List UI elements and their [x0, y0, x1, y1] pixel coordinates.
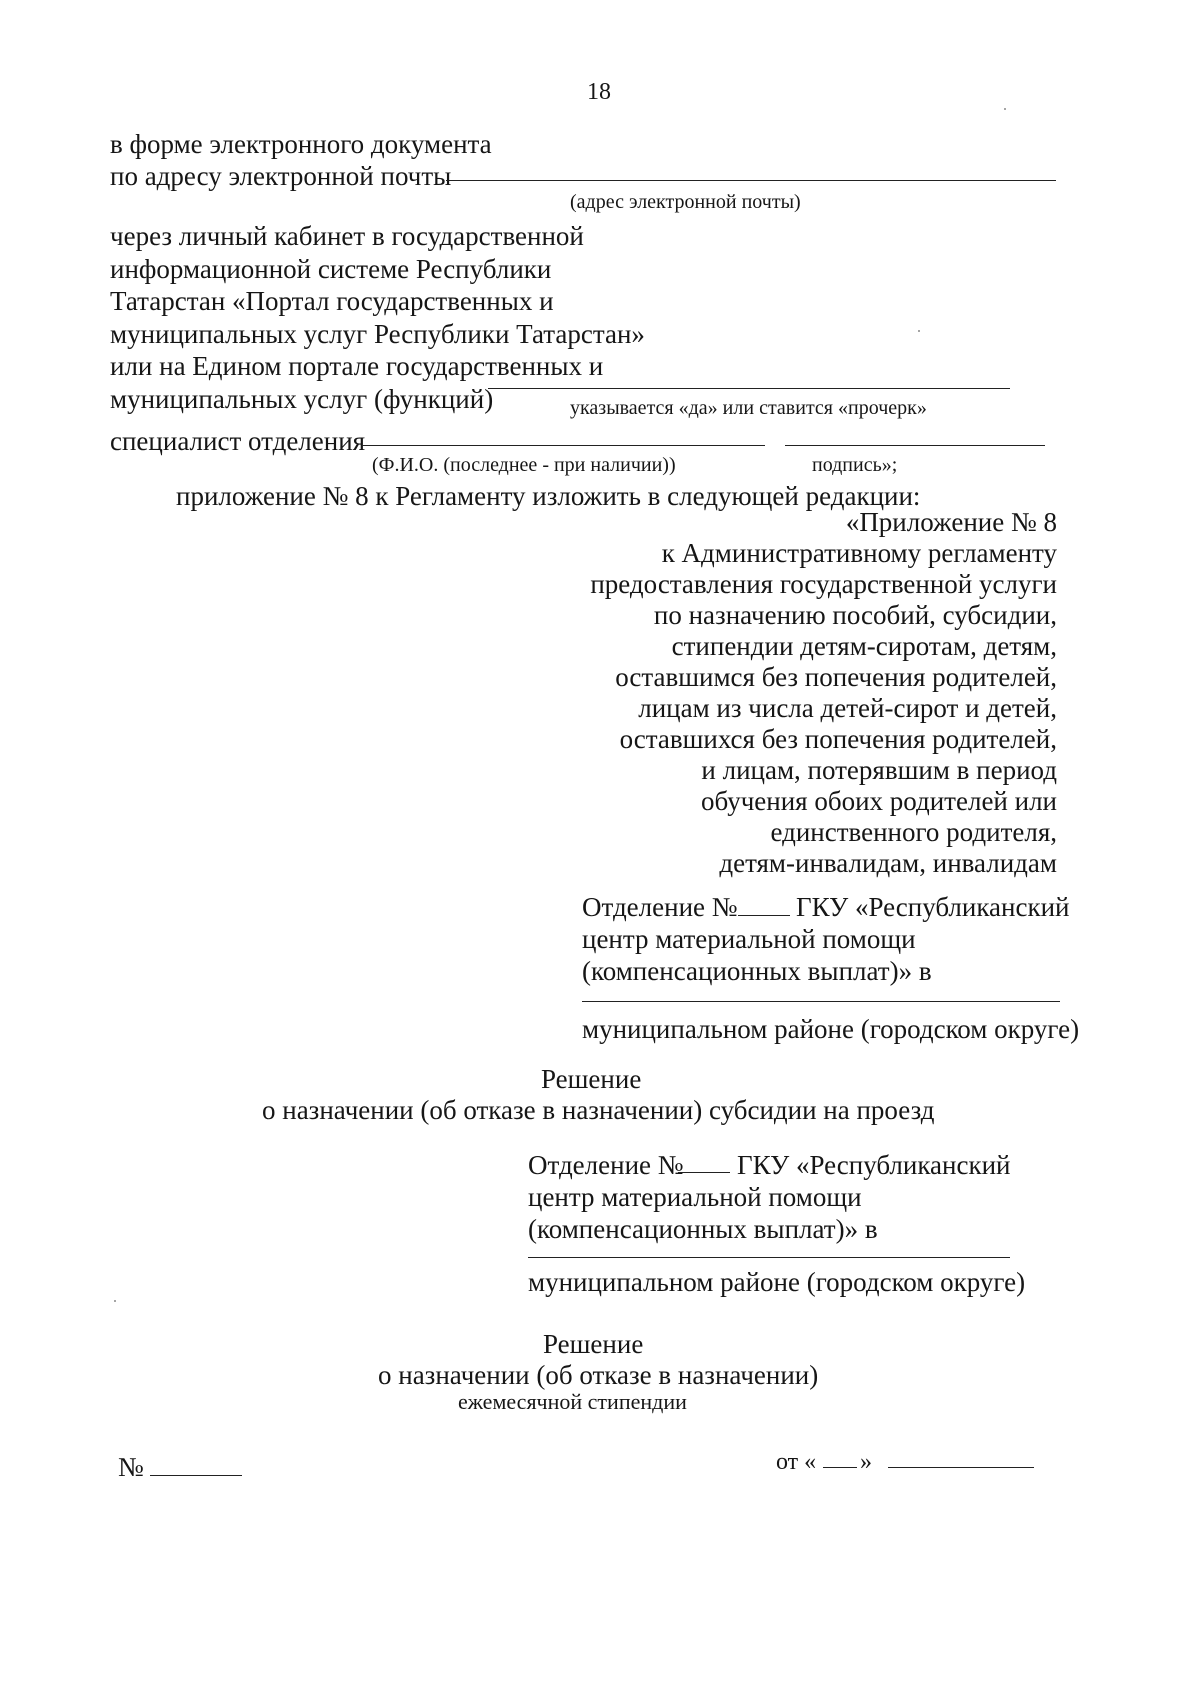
appendix-line: оставшихся без попечения родителей, [619, 724, 1057, 754]
date-mid: » [860, 1449, 872, 1475]
portal-line: муниципальных услуг (функций) [110, 383, 494, 414]
decision2-subtitle2: ежемесячной стипендии [458, 1389, 687, 1414]
scan-speck [918, 330, 920, 332]
dept2-line1-prefix: Отделение № [528, 1150, 684, 1180]
dept2-line2: центр материальной помощи [528, 1182, 862, 1212]
specialist-label: специалист отделения [110, 426, 366, 456]
dept2-line4: муниципальном районе (городском округе) [528, 1267, 1026, 1297]
delivery-electronic-doc: в форме электронного документа [110, 129, 492, 159]
portal-underline [488, 388, 1010, 389]
decision1-title: Решение [541, 1064, 642, 1094]
fio-caption: (Ф.И.О. (последнее - при наличии)) [372, 454, 676, 476]
appendix-line: к Административному регламенту [661, 538, 1057, 568]
dept2-line3: (компенсационных выплат)» в [528, 1214, 878, 1244]
fio-underline [362, 445, 765, 446]
dept1-number-blank [738, 915, 790, 916]
dept1-line1-prefix: Отделение № [582, 892, 738, 922]
dept1-line3: (компенсационных выплат)» в [582, 956, 932, 986]
appendix-line: «Приложение № 8 [845, 507, 1057, 537]
appendix-line: оставшимся без попечения родителей, [615, 662, 1057, 692]
dept2-number-blank [678, 1172, 730, 1173]
scan-speck [114, 1300, 116, 1302]
appendix-header [590, 507, 1057, 879]
dept1-line4: муниципальном районе (городском округе) [582, 1014, 1080, 1044]
appendix-line: детям-инвалидам, инвалидам [719, 848, 1057, 878]
signature-underline [785, 445, 1045, 446]
email-underline [446, 180, 1056, 181]
scan-speck [1004, 108, 1006, 110]
signature-caption: подпись»; [812, 454, 898, 476]
appendix-line: обучения обоих родителей или [701, 786, 1057, 816]
portal-line: информационной системе Республики [110, 253, 552, 284]
appendix-line: и лицам, потерявшим в период [701, 755, 1057, 785]
appendix-line: единственного родителя, [770, 817, 1057, 847]
decision2-subtitle: о назначении (об отказе в назначении) [378, 1360, 819, 1390]
decision2-title: Решение [543, 1329, 644, 1359]
email-caption: (адрес электронной почты) [570, 191, 801, 213]
date-month-blank [888, 1467, 1034, 1468]
date-prefix: от « [776, 1449, 817, 1475]
dept2-district-underline [528, 1257, 1010, 1258]
portal-caption: указывается «да» или ставится «прочерк» [570, 397, 927, 419]
number-blank [150, 1475, 242, 1476]
portal-line: через личный кабинет в государственной [110, 221, 584, 251]
appendix-line: лицам из числа детей-сирот и детей, [638, 693, 1057, 723]
dept1-line1-suffix: ГКУ «Республиканский [796, 892, 1070, 922]
dept1-district-underline [582, 1001, 1060, 1002]
portal-line: Татарстан «Портал государственных и [110, 286, 554, 316]
portal-line: муниципальных услуг Республики Татарстан» [110, 318, 645, 349]
date-day-blank [823, 1467, 857, 1468]
intro-paragraph: приложение № 8 к Регламенту изложить в следующей редакции: [176, 481, 921, 511]
portal-block [110, 220, 645, 415]
appendix-line: предоставления государственной услуги [590, 569, 1057, 599]
appendix-line: стипендии детям-сиротам, детям, [671, 631, 1057, 661]
decision1-subtitle: о назначении (об отказе в назначении) субсидии на проезд [262, 1095, 935, 1125]
number-label: № [118, 1452, 144, 1482]
delivery-email-label: по адресу электронной почты [110, 161, 452, 191]
page-number: 18 [587, 79, 611, 105]
dept1-line2: центр материальной помощи [582, 924, 916, 954]
dept2-line1-suffix: ГКУ «Республиканский [737, 1150, 1011, 1180]
appendix-line: по назначению пособий, субсидии, [653, 600, 1057, 630]
portal-line: или на Едином портале государственных и [110, 351, 604, 381]
